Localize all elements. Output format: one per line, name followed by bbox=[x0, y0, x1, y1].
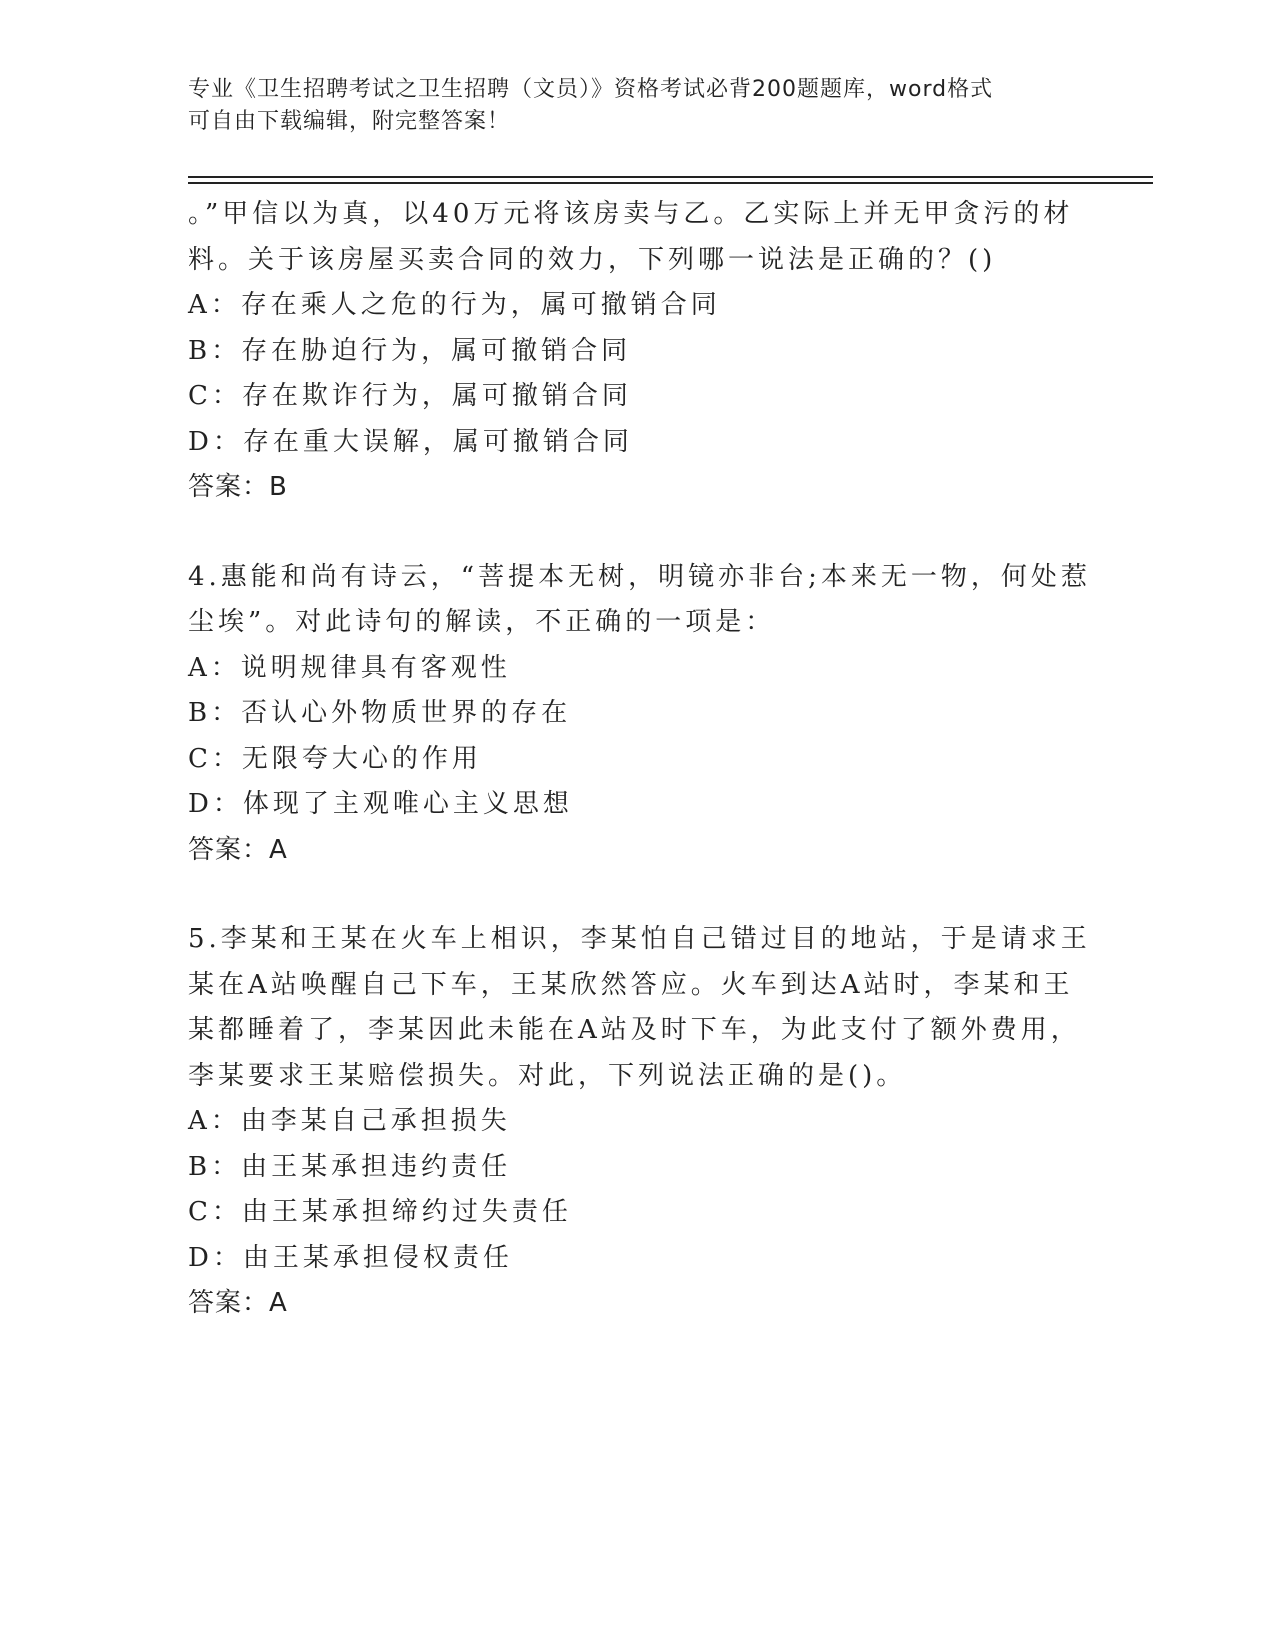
header-title-line-2: 可自由下载编辑，附完整答案！ bbox=[188, 109, 511, 134]
spacer bbox=[188, 511, 1088, 555]
option-b: B：存在胁迫行为，属可撤销合同 bbox=[188, 335, 632, 366]
question-text-line: 料。关于该房屋买卖合同的效力，下列哪一说法是正确的？() bbox=[188, 244, 997, 275]
question-text-line: 李某要求王某赔偿损失。对此，下列说法正确的是()。 bbox=[188, 1060, 907, 1091]
option-b: B：否认心外物质世界的存在 bbox=[188, 698, 572, 728]
option-d: D：体现了主观唯心主义思想 bbox=[188, 789, 573, 819]
question-text-line: 某在A站唤醒自己下车，王某欣然答应。火车到达A站时，李某和王 bbox=[188, 969, 1074, 1000]
question-text-line: 5.李某和王某在火车上相识，李某怕自己错过目的地站，于是请求王 bbox=[188, 924, 1091, 954]
question-3-continued bbox=[188, 192, 1088, 511]
option-d: D：存在重大误解，属可撤销合同 bbox=[188, 426, 633, 457]
header-divider-top bbox=[188, 176, 1153, 178]
option-c: C：存在欺诈行为，属可撤销合同 bbox=[188, 381, 632, 411]
question-text-line: 某都睡着了，李某因此未能在A站及时下车，为此支付了额外费用， bbox=[188, 1015, 1081, 1045]
option-d: D：由王某承担侵权责任 bbox=[188, 1242, 513, 1273]
option-a: A：由李某自己承担损失 bbox=[188, 1106, 511, 1136]
question-4 bbox=[188, 555, 1091, 874]
answer-line: 答案：B bbox=[188, 472, 288, 502]
page-header bbox=[188, 74, 1088, 138]
option-a: A：说明规律具有客观性 bbox=[188, 652, 511, 683]
answer-line: 答案：A bbox=[188, 1288, 288, 1318]
question-text-line: 4.惠能和尚有诗云，“菩提本无树，明镜亦非台;本来无一物，何处惹 bbox=[188, 561, 1091, 592]
spacer bbox=[188, 873, 1088, 917]
question-text-line: 尘埃”。对此诗句的解读，不正确的一项是： bbox=[188, 607, 776, 637]
question-5 bbox=[188, 917, 1091, 1327]
option-c: C：无限夸大心的作用 bbox=[188, 743, 482, 774]
option-a: A：存在乘人之危的行为，属可撤销合同 bbox=[188, 290, 721, 320]
question-text-line: 。”甲信以为真，以40万元将该房卖与乙。乙实际上并无甲贪污的材 bbox=[188, 199, 1074, 229]
option-c: C：由王某承担缔约过失责任 bbox=[188, 1197, 572, 1227]
option-b: B：由王某承担违约责任 bbox=[188, 1151, 512, 1182]
answer-line: 答案：A bbox=[188, 834, 288, 865]
header-title-line-1: 专业《卫生招聘考试之卫生招聘（文员）》资格考试必背200题题库，word格式 bbox=[188, 77, 994, 102]
question-content bbox=[188, 192, 1091, 1327]
header-divider-bottom bbox=[188, 182, 1153, 184]
